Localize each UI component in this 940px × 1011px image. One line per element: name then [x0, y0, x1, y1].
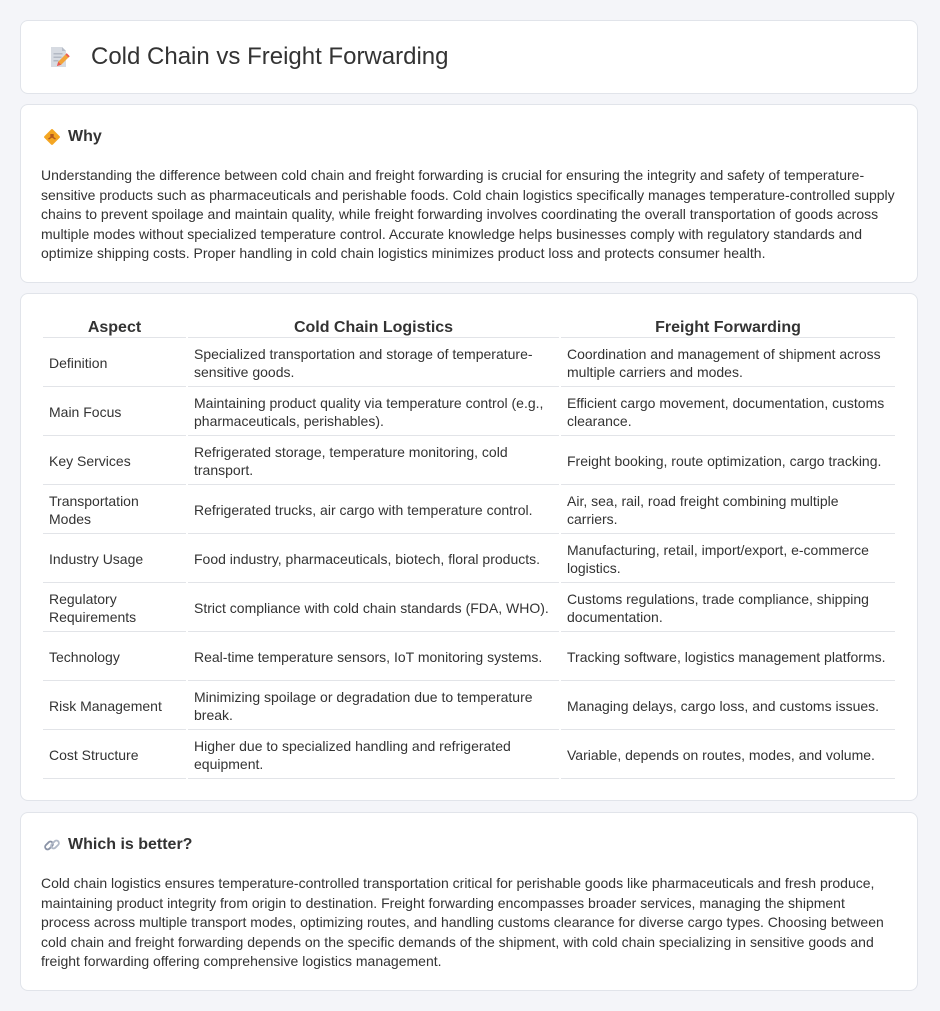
freight-forwarding-cell: Freight booking, route optimization, cargo tracking. [561, 438, 895, 485]
freight-forwarding-cell: Managing delays, cargo loss, and customs issues. [561, 683, 895, 730]
document-pencil-icon [47, 45, 71, 69]
freight-forwarding-cell: Efficient cargo movement, documentation, customs clearance. [561, 389, 895, 436]
table-header-row [43, 318, 895, 338]
freight-forwarding-cell: Air, sea, rail, road freight combining multiple carriers. [561, 487, 895, 534]
table-row [43, 536, 895, 583]
which-is-better-paragraph: Cold chain logistics ensures temperature-controlled transportation critical for perishable goods like pharmaceuticals and fresh produce, maintaining product integrity from origin to destination. Freight forwarding encompasses broader services, managing the shipment process across multiple transport modes, optimizing routes, and handling customs clearance for diverse cargo types. Choosing between cold chain and freight forwarding depends on the specific demands of the shipment, with cold chain specializing in sensitive goods and freight forwarding offering comprehensive logistics management. [41, 875, 884, 970]
cold-chain-cell: Real-time temperature sensors, IoT monitoring systems. [188, 634, 559, 681]
cold-chain-cell: Maintaining product quality via temperature control (e.g., pharmaceuticals, perishables). [188, 389, 559, 436]
table-row [43, 683, 895, 730]
aspect-cell: Regulatory Requirements [43, 585, 186, 632]
table-row [43, 585, 895, 632]
cold-chain-cell: Refrigerated storage, temperature monitoring, cold transport. [188, 438, 559, 485]
cold-chain-cell: Specialized transportation and storage of temperature-sensitive goods. [188, 340, 559, 387]
why-title: Why [68, 128, 102, 145]
header-cold-chain: Cold Chain Logistics [188, 318, 559, 338]
header-aspect: Aspect [43, 318, 186, 338]
aspect-cell: Technology [43, 634, 186, 681]
aspect-cell: Main Focus [43, 389, 186, 436]
table-row [43, 634, 895, 681]
table-row [43, 732, 895, 779]
aspect-cell: Key Services [43, 438, 186, 485]
aspect-cell: Transportation Modes [43, 487, 186, 534]
cold-chain-cell: Strict compliance with cold chain standards (FDA, WHO). [188, 585, 559, 632]
freight-forwarding-cell: Tracking software, logistics management platforms. [561, 634, 895, 681]
header-freight-forwarding: Freight Forwarding [561, 318, 895, 338]
freight-forwarding-cell: Coordination and management of shipment across multiple carriers and modes. [561, 340, 895, 387]
link-icon [43, 836, 61, 854]
comparison-card [20, 293, 918, 801]
why-section [20, 104, 918, 283]
header-card [20, 20, 918, 94]
cold-chain-cell: Higher due to specialized handling and refrigerated equipment. [188, 732, 559, 779]
aspect-cell: Definition [43, 340, 186, 387]
which-is-better-title: Which is better? [68, 836, 193, 853]
table-row [43, 487, 895, 534]
freight-forwarding-cell: Customs regulations, trade compliance, shipping documentation. [561, 585, 895, 632]
freight-forwarding-cell: Manufacturing, retail, import/export, e-commerce logistics. [561, 536, 895, 583]
cold-chain-cell: Refrigerated trucks, air cargo with temperature control. [188, 487, 559, 534]
table-row [43, 389, 895, 436]
which-is-better-section [20, 812, 918, 991]
aspect-cell: Risk Management [43, 683, 186, 730]
table-row [43, 340, 895, 387]
comparison-table [41, 316, 897, 781]
page-title: Cold Chain vs Freight Forwarding [91, 43, 449, 70]
aspect-cell: Cost Structure [43, 732, 186, 779]
diamond-sign-icon [43, 128, 61, 146]
aspect-cell: Industry Usage [43, 536, 186, 583]
why-paragraph: Understanding the difference between cold chain and freight forwarding is crucial for ensuring the integrity and safety of temperature-sensitive products such as pharmaceuticals and perishable foods. Cold chain logistics specifically manages temperature-controlled supply chains to prevent spoilage and maintain quality, while freight forwarding involves coordinating the overall transportation of goods across multiple modes without specialized temperature control. Accurate knowledge helps businesses comply with regulatory standards and optimize shipping costs. Proper handling in cold chain logistics minimizes product loss and protects consumer health. [41, 167, 895, 262]
cold-chain-cell: Minimizing spoilage or degradation due to temperature break. [188, 683, 559, 730]
cold-chain-cell: Food industry, pharmaceuticals, biotech, floral products. [188, 536, 559, 583]
freight-forwarding-cell: Variable, depends on routes, modes, and volume. [561, 732, 895, 779]
table-row [43, 438, 895, 485]
